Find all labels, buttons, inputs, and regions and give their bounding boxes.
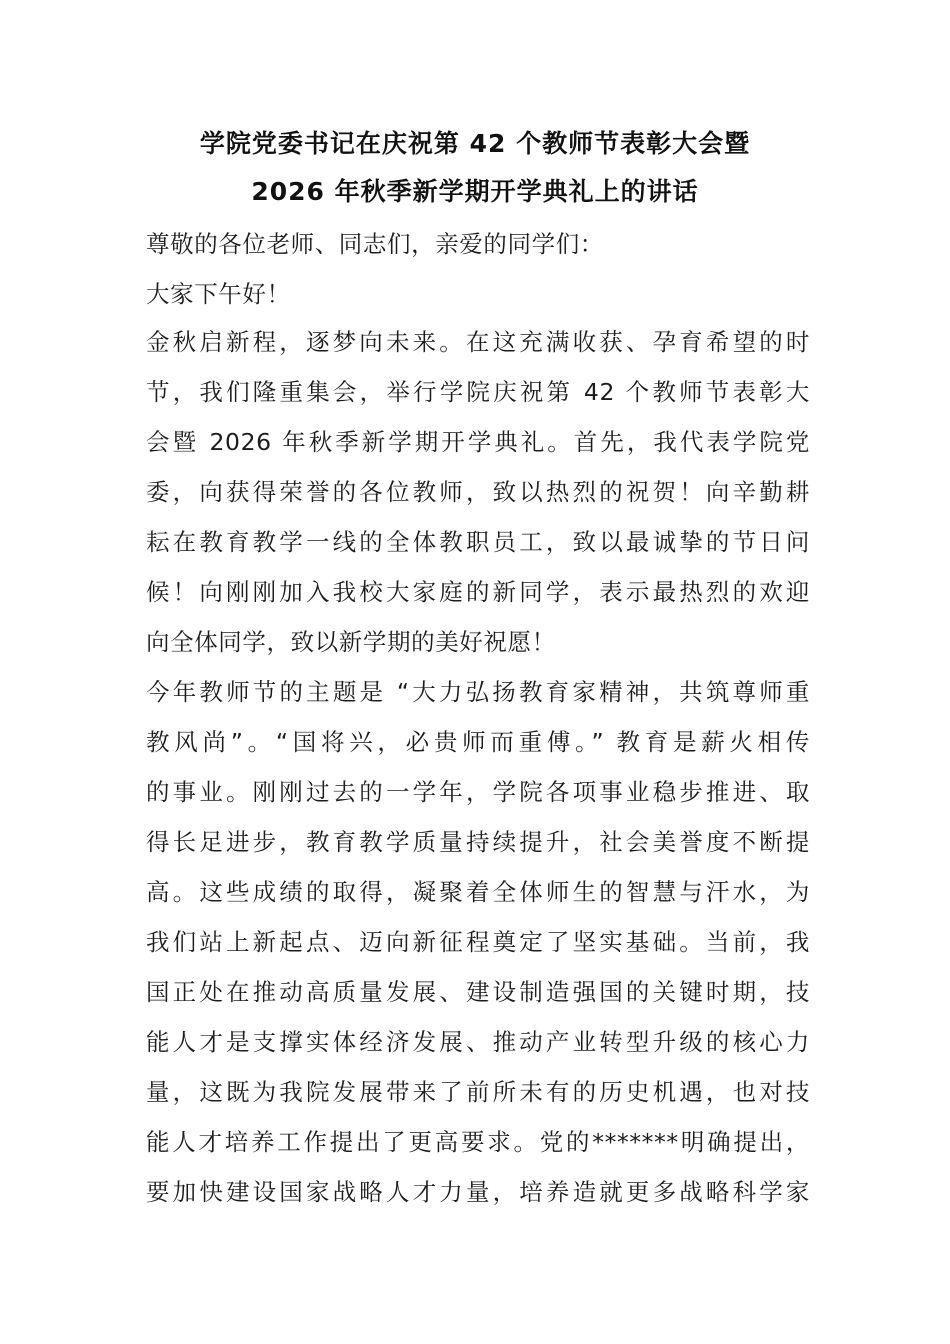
body-text-line: 的事业。刚刚过去的一学年，学院各项事业稳步推进、取 [146, 778, 810, 806]
body-text-line: 今年教师节的主题是 “大力弘扬教育家精神，共筑尊师重 [146, 678, 810, 706]
body-text-line: 会暨 2026 年秋季新学期开学典礼。首先，我代表学院党 [146, 428, 810, 456]
body-text-line: 能人才培养工作提出了更高要求。党的*******明确提出， [146, 1128, 810, 1156]
document-title-line-1: 学院党委书记在庆祝第 42 个教师节表彰大会暨 [199, 129, 751, 158]
body-text-line: 节，我们隆重集会，举行学院庆祝第 42 个教师节表彰大 [146, 378, 810, 406]
body-text-line: 要加快建设国家战略人才力量，培养造就更多战略科学家 [146, 1178, 810, 1206]
body-text-line: 向全体同学，致以新学期的美好祝愿！ [146, 628, 556, 656]
body-text-line: 量，这既为我院发展带来了前所未有的历史机遇，也对技 [146, 1078, 810, 1106]
body-text-line: 委，向获得荣誉的各位教师，致以热烈的祝贺！向辛勤耕 [146, 478, 810, 506]
body-text-line: 候！向刚刚加入我校大家庭的新同学，表示最热烈的欢迎 [146, 578, 810, 606]
salutation-line: 尊敬的各位老师、同志们，亲爱的同学们： [146, 230, 604, 258]
body-text-line: 我们站上新起点、迈向新征程奠定了坚实基础。当前，我 [146, 928, 810, 956]
body-text-line: 得长足进步，教育教学质量持续提升，社会美誉度不断提 [146, 828, 810, 856]
body-text-line: 金秋启新程，逐梦向未来。在这充满收获、孕育希望的时 [146, 328, 810, 356]
body-text-line: 能人才是支撑实体经济发展、推动产业转型升级的核心力 [146, 1028, 810, 1056]
body-text-line: 高。这些成绩的取得，凝聚着全体师生的智慧与汗水，为 [146, 878, 810, 906]
document-title-line-2: 2026 年秋季新学期开学典礼上的讲话 [251, 177, 699, 206]
body-text-line: 国正处在推动高质量发展、建设制造强国的关键时期，技 [146, 978, 810, 1006]
greeting-line: 大家下午好！ [146, 280, 291, 308]
body-text-line: 耘在教育教学一线的全体教职员工，致以最诚挚的节日问 [146, 528, 810, 556]
body-text-line: 教风尚”。“国将兴，必贵师而重傅。” 教育是薪火相传 [146, 728, 810, 756]
